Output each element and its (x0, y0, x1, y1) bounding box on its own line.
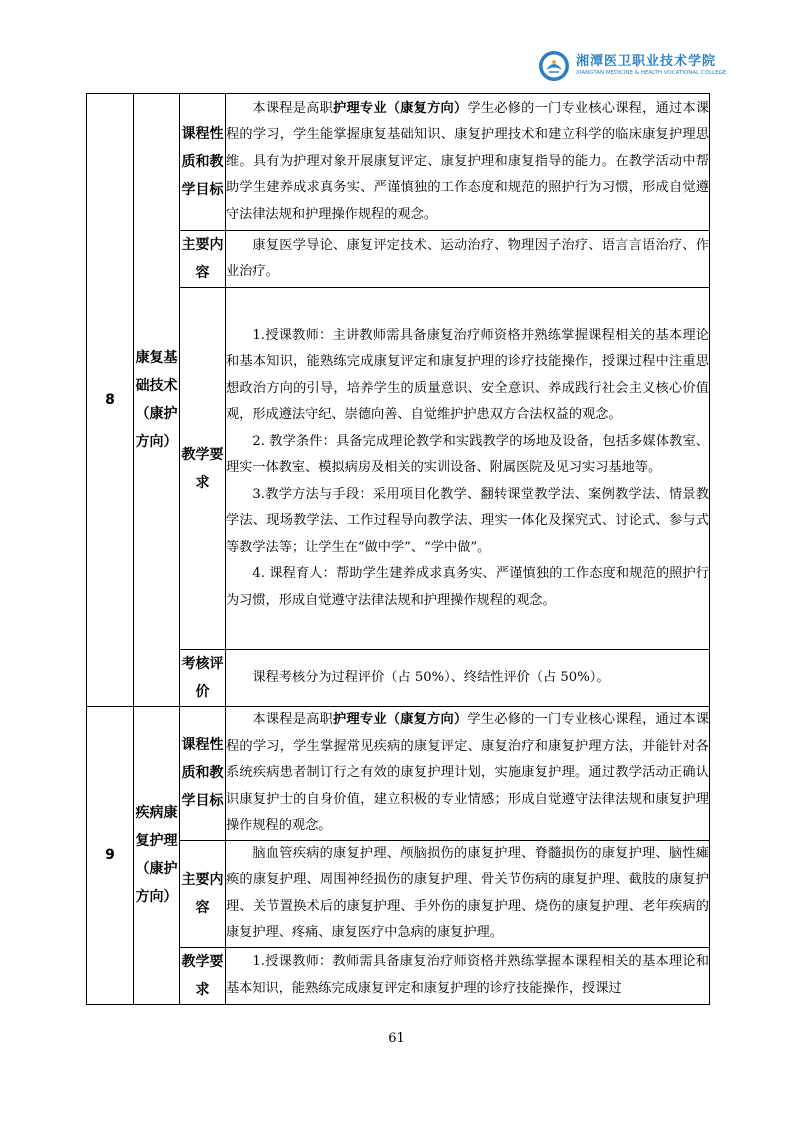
course-number: 9 (87, 707, 134, 1005)
paragraph-text: 本课程是高职 (252, 100, 334, 116)
paragraph-text: 1.授课教师：主讲教师需具备康复治疗师资格并熟练掌握课程相关的基本理论和基本知识，能熟练完成康复评定和康复护理的诊疗技能操作，授课过程中注重思想政治方向的引导，培养学生的质量意识、安全意识、养成践行社会主义核心价值观，形成遵法守纪、崇德向善、自觉维护护患双方合法权益的观念。 (226, 327, 709, 423)
content-paragraph (226, 841, 709, 947)
row-label: 课程性质和教学目标 (180, 94, 226, 231)
table-row (87, 288, 710, 650)
paragraph-text: 课程考核分为过程评价（占 50%）、终结性评价（占 50%）。 (252, 669, 610, 685)
content-paragraph (226, 665, 709, 692)
logo-english-name: XIANGTAN MEDICINE & HEALTH VOCATIONAL COLLEGE (576, 70, 727, 77)
row-label: 主要内容 (180, 231, 226, 288)
table-row (87, 231, 710, 288)
page-number: 61 (388, 1031, 405, 1046)
content-paragraph (226, 561, 709, 614)
paragraph-text: 康复医学导论、康复评定技术、运动治疗、物理因子治疗、语言言语治疗、作业治疗。 (226, 237, 709, 279)
course-name: 康复基础技术（康护方向） (134, 94, 180, 707)
emphasis-text: 护理专业（康复方向） (333, 100, 468, 116)
content-paragraph (226, 323, 709, 429)
paragraph-text: 1.授课教师：教师需具备康复治疗师资格并熟练掌握本课程相关的基本理论和基本知识，能熟练完成康复评定和康复护理的诊疗技能操作，授课过 (226, 954, 709, 996)
table-row (87, 94, 710, 231)
table-row (87, 947, 710, 1004)
paragraph-text: 3.教学方法与手段：采用项目化教学、翻转课堂教学法、案例教学法、情景教学法、现场教学法、工作过程导向教学法、理实一体化及探究式、讨论式、参与式等教学法等；让学生在“做中学”、“学中做”。 (226, 486, 709, 555)
table-row (87, 650, 710, 707)
course-number: 8 (87, 94, 134, 707)
row-content (226, 947, 710, 1004)
paragraph-text: 学生必修的一门专业核心课程，通过本课程的学习，学生能掌握康复基础知识、康复护理技术和建立科学的临床康复护理思维。具有为护理对象开展康复评定、康复护理和康复指导的能力。在教学活动中帮助学生建养成求真务实、严谨慎独的工作态度和规范的照护行为习惯，形成自觉遵守法律法规和护理操作规程的观念。 (226, 100, 710, 222)
table-row (87, 707, 710, 841)
table-row (87, 840, 710, 947)
content-paragraph (226, 482, 709, 562)
row-label: 教学要求 (180, 947, 226, 1004)
row-label: 教学要求 (180, 288, 226, 650)
college-logo (538, 46, 727, 86)
row-content (226, 288, 710, 650)
content-paragraph (226, 707, 709, 840)
paragraph-text: 学生必修的一门专业核心课程，通过本课程的学习，学生掌握常见疾病的康复评定、康复治疗和康复护理方法，并能针对各系统疾病患者制订行之有效的康复护理计划，实施康复护理。通过教学活动正确认识康复护士的自身价值，建立积极的专业情感；形成自觉遵守法律法规和康复护理操作规程的观念。 (226, 712, 710, 833)
paragraph-text: 本课程是高职 (252, 712, 334, 727)
row-content (226, 707, 710, 841)
content-paragraph (226, 429, 709, 482)
paragraph-text: 脑血管疾病的康复护理、颅脑损伤的康复护理、脊髓损伤的康复护理、脑性瘫痪的康复护理、周围神经损伤的康复护理、骨关节伤病的康复护理、截肢的康复护理、关节置换术后的康复护理、手外伤的康复护理、烧伤的康复护理、老年疾病的康复护理、疼痛、康复医疗中急病的康复护理。 (226, 845, 709, 940)
curriculum-table (86, 93, 710, 1005)
paragraph-text: 4. 课程育人：帮助学生建养成求真务实、严谨慎独的工作态度和规范的照护行为习惯，形成自觉遵守法律法规和护理操作规程的观念。 (226, 566, 709, 608)
emphasis-text: 护理专业（康复方向） (333, 712, 468, 727)
content-paragraph (226, 96, 709, 229)
row-content (226, 94, 710, 231)
row-content (226, 231, 710, 288)
row-content (226, 840, 710, 947)
row-label: 主要内容 (180, 840, 226, 947)
content-paragraph (226, 233, 709, 286)
row-content (226, 650, 710, 707)
row-label: 考核评价 (180, 650, 226, 707)
course-name: 疾病康复护理（康护方向） (134, 707, 180, 1005)
paragraph-text: 2. 教学条件：具备完成理论教学和实践教学的场地及设备，包括多媒体教室、理实一体教室、模拟病房及相关的实训设备、附属医院及见习实习基地等。 (226, 433, 709, 476)
content-paragraph (226, 949, 709, 1002)
logo-chinese-name: 湘潭医卫职业技术学院 (576, 54, 717, 70)
college-emblem-icon (538, 50, 570, 82)
row-label: 课程性质和教学目标 (180, 707, 226, 841)
